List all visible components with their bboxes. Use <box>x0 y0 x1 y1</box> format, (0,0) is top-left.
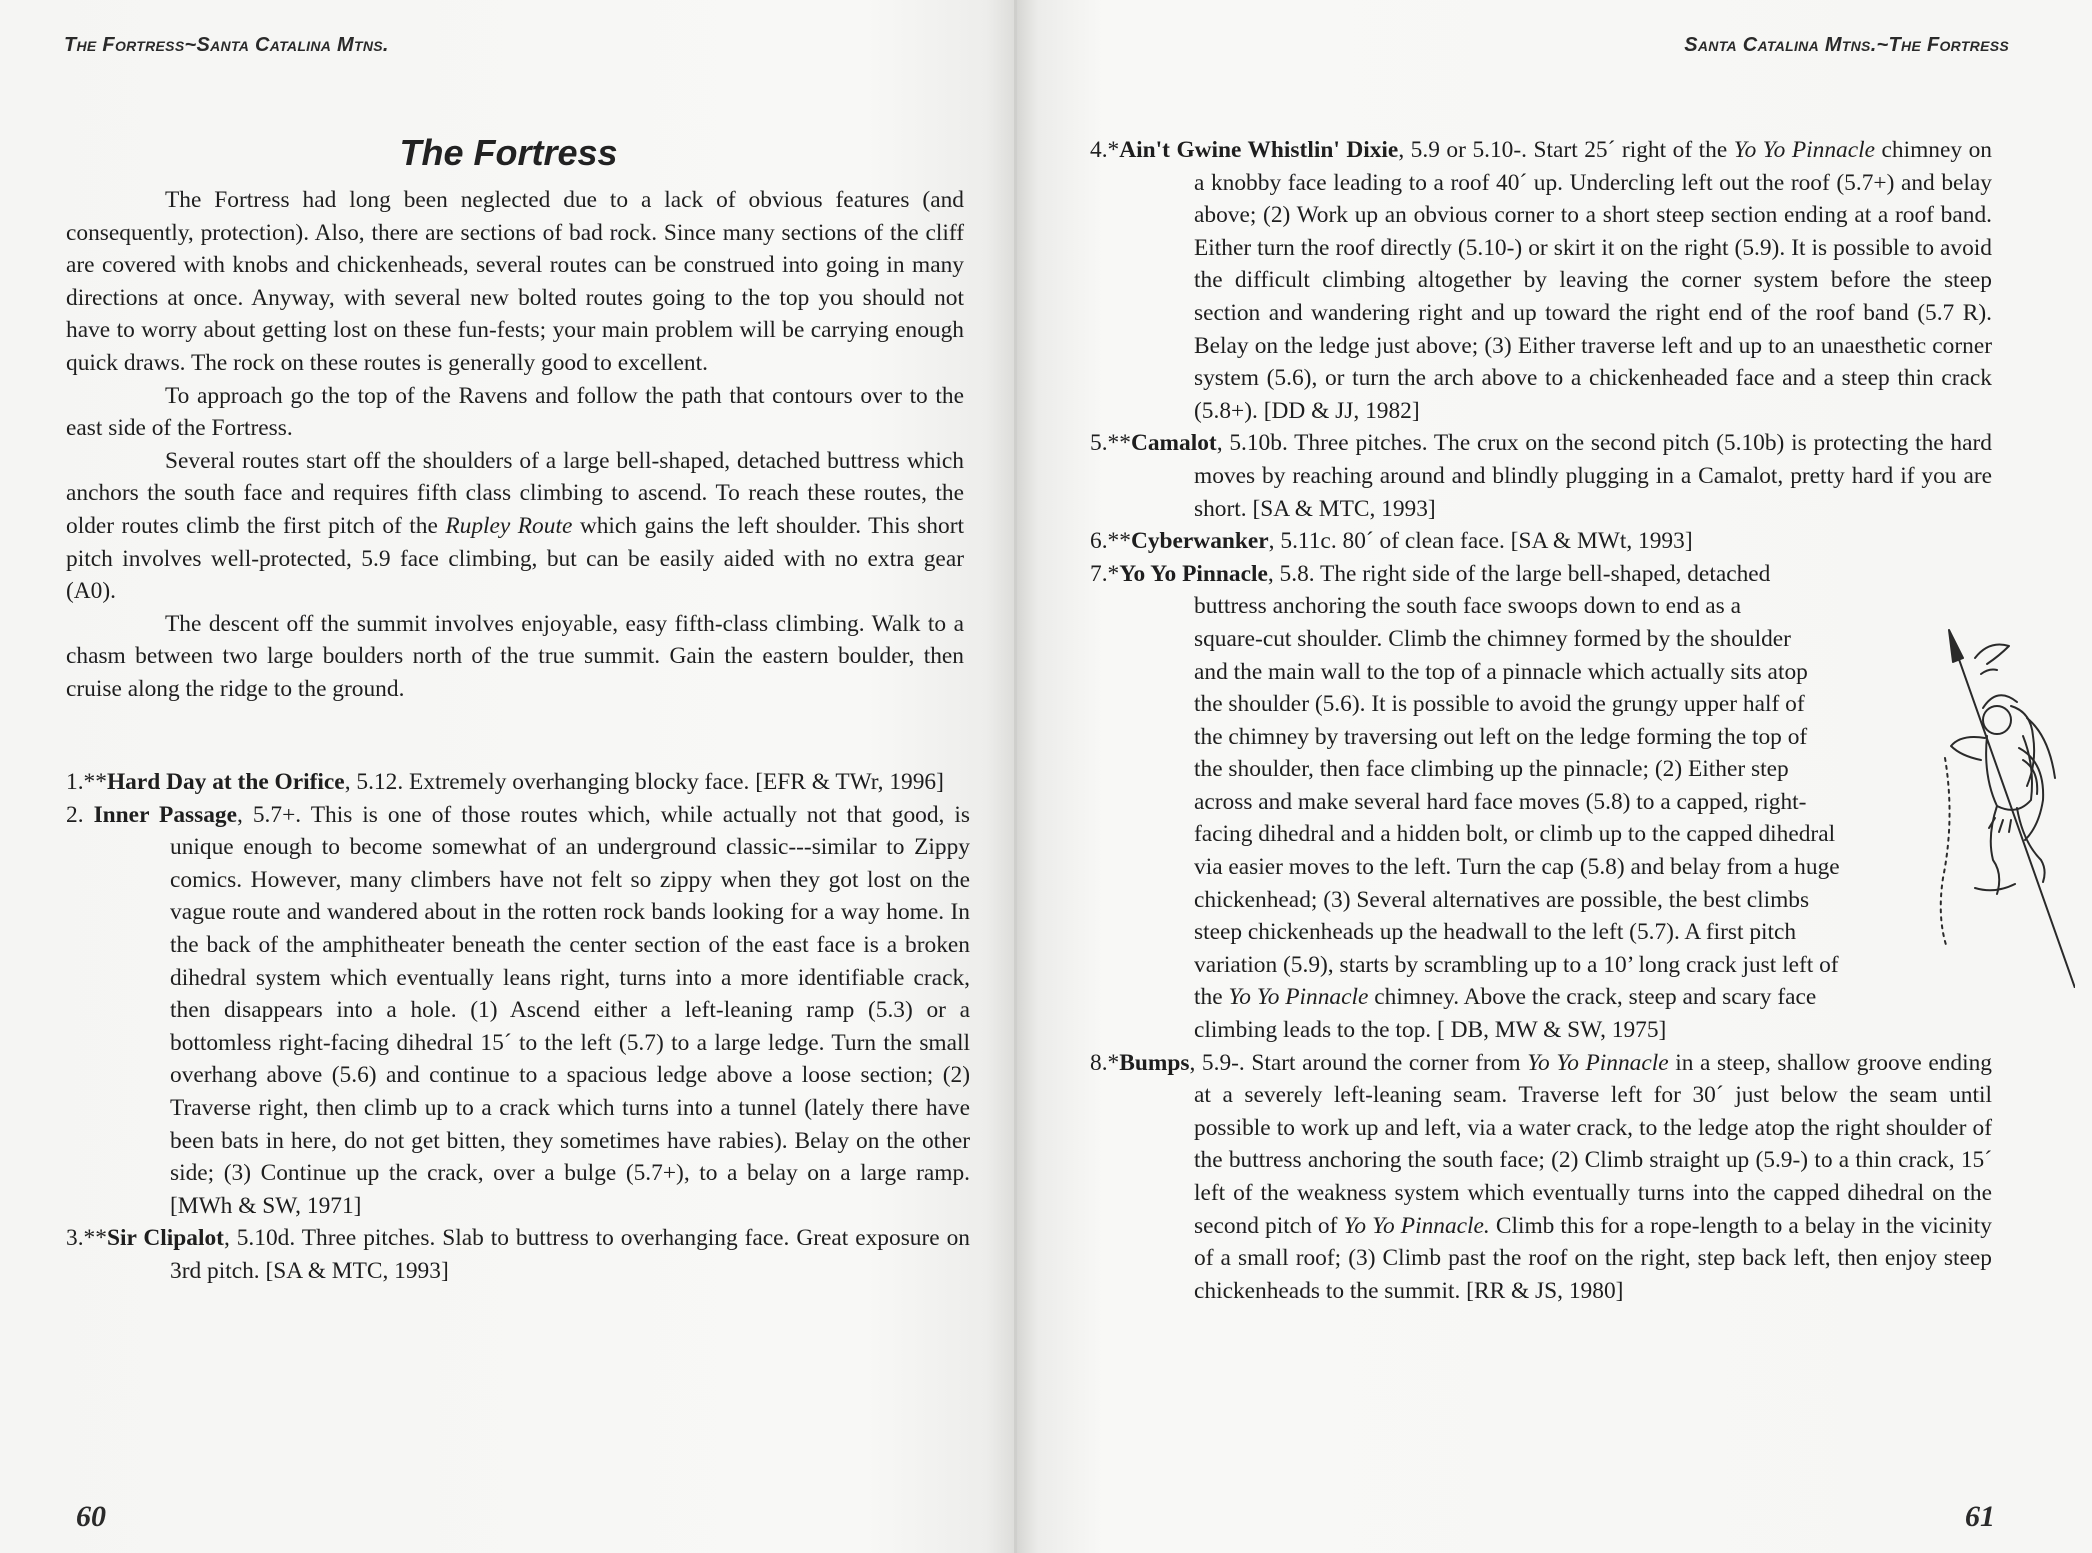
route-number: 8.* <box>1090 1049 1120 1076</box>
route-entry-5 <box>1090 427 1992 525</box>
route-line-14a: the <box>1194 984 1229 1011</box>
route-description: , 5.9 or 5.10-. Start 25´ right of the <box>1398 137 1734 163</box>
route-number: 3.** <box>66 1225 107 1252</box>
route-line-13: variation (5.9), starts by scrambling up to a 10’ long crack just left of <box>1194 951 1839 978</box>
route-number: 4.* <box>1090 137 1120 163</box>
para3-text-a: Several routes start off the shoulders of a large bell-shaped, detached buttress which anchors the south face and requires fifth class climbing to ascend. To reach these routes, the older routes climb the first pitch of the <box>66 447 964 539</box>
route-name: Ain't Gwine Whistlin' Dixie <box>1119 137 1399 163</box>
yo-yo-pinnacle-ref: Yo Yo Pinnacle <box>1733 137 1876 163</box>
route-line-2: buttress anchoring the south face swoops down to end as a <box>1194 593 1741 620</box>
route-number: 7.* <box>1090 560 1120 587</box>
route-entry-7 <box>1090 558 1992 1047</box>
intro-paragraph-1: The Fortress had long been neglected due to a lack of obvious features (and consequently, protection). Also, there are sections of bad rock. Since many sections of the cliff are covered with knobs and chickenheads, several routes can be construed into going in many directions at once. Anyway, with several new bolted routes going to the top you should not have to worry about getting lost on these fun-fests; your main problem will be carrying enough quick draws. The rock on these routes is generally good to excellent. <box>66 187 964 376</box>
route-entry-1 <box>66 766 970 799</box>
intro-paragraph-4: The descent off the summit involves enjoyable, easy fifth-class climbing. Walk to a chasm between two large boulders north of the true summit. Gain the eastern boulder, then cruise along the ridge to the ground. <box>66 610 964 702</box>
route-entry-2 <box>66 799 970 1223</box>
intro-paragraph-3 <box>66 445 964 608</box>
intro-text <box>66 184 964 706</box>
route-name: Sir Clipalot <box>106 1225 224 1252</box>
para3-text-b: which gains the left shoulder. This short pitch involves well-protected, 5.9 face climbing, but can be easily aided with no extra gear (A0). <box>66 512 964 605</box>
route-description: , 5.7+. This is one of those routes which, while actually not that good, is unique enough to become somewhat of an underground classic---similar to Zippy comics. However, many climbers have not felt so zippy when they got lost on the vague route and wandered about in the rotten rock bands looking for a way home. In the back of the amphitheater beneath the center section of the east face is a broken dihedral system which eventually leans right, turns into a more identifiable crack, then disappears into a hole. (1) Ascend either a left-leaning ramp (5.3) or a bottomless right-facing dihedral 15´ to the left (5.7) to a large ledge. Turn the small overhang above (5.6) and continue to a spacious ledge above a loose section; (2) Traverse right, then climb up to a crack which turns into a tunnel (lately there have been bats in here, do not get bitten, they sometimes have rabies). Belay on the other side; (3) Continue up the crack, over a bulge (5.7+), to a belay on a large ramp. [MWh & SW, 1971] <box>170 801 970 1219</box>
route-line-14b: chimney. Above the crack, steep and scary face <box>1368 984 1817 1011</box>
route-line-4: and the main wall to the top of a pinnacle which actually sits atop <box>1194 658 1808 685</box>
route-description: , 5.10b. Three pitches. The crux on the second pitch (5.10b) is protecting the hard moves by reaching around and blindly plugging in a Camalot, pretty hard if you are short. [SA & MTC, 1993] <box>1194 430 1992 522</box>
rupley-route-ref: Rupley Route <box>445 512 573 539</box>
intro-paragraph-2: To approach go the top of the Ravens and follow the path that contours over to the east side of the Fortress. <box>66 382 964 442</box>
route-name: Yo Yo Pinnacle <box>1119 560 1268 587</box>
route-line-11: chickenhead; (3) Several alternatives are possible, the best climbs <box>1194 886 1810 913</box>
route-line-5: the shoulder (5.6). It is possible to avoid the grungy upper half of <box>1194 691 1805 718</box>
route-number: 5.** <box>1090 430 1131 457</box>
route-description-end: Climb this for a rope-length to a belay in the vicinity of a small roof; (3) Climb past the roof on the right, step back left, then enjoy steep chickenheads to the summit. [RR & JS, 1980] <box>1194 1212 1992 1304</box>
right-page-number: 61 <box>1965 1500 1995 1533</box>
left-page <box>0 0 1017 1553</box>
right-running-head: Santa Catalina Mtns.~The Fortress <box>1684 34 2009 56</box>
route-description: , 5.10d. Three pitches. Slab to buttress to overhanging face. Great exposure on 3rd pitch. [SA & MTC, 1993] <box>170 1225 970 1284</box>
route-description: , 5.12. Extremely overhanging blocky face. [EFR & TWr, 1996] <box>344 769 944 795</box>
route-name: Hard Day at the Orifice <box>106 769 345 795</box>
yo-yo-pinnacle-ref: Yo Yo Pinnacle <box>1527 1049 1669 1076</box>
route-number: 2. <box>66 801 94 828</box>
route-number: 1.** <box>66 769 107 795</box>
yo-yo-pinnacle-ref-2: Yo Yo Pinnacle. <box>1343 1212 1490 1239</box>
route-name: Camalot <box>1130 430 1217 457</box>
route-entry-8 <box>1090 1047 1992 1308</box>
left-running-head: The Fortress~Santa Catalina Mtns. <box>64 34 389 56</box>
route-entry-6 <box>1090 525 1992 558</box>
chapter-title: The Fortress <box>399 132 618 173</box>
route-line-9: facing dihedral and a hidden bolt, or climb up to the capped dihedral <box>1194 821 1836 848</box>
route-description-cont: in a steep, shallow groove ending at a severely left-leaning seam. Traverse left for 30´ just below the seam until possible to work up and left, via a water crack, to the ledge atop the right shoulder of the buttress anchoring the south face; (2) Climb straight up (5.9-) to a thin crack, 15´ left of the weakness system which eventually turns into the capped dihedral on the second pitch of <box>1194 1049 1992 1239</box>
route-line-3: square-cut shoulder. Climb the chimney formed by the shoulder <box>1194 625 1791 652</box>
yo-yo-pinnacle-ref: Yo Yo Pinnacle <box>1228 984 1369 1011</box>
route-line-8: across and make several hard face moves (5.8) to a capped, right- <box>1194 788 1807 815</box>
route-line-10: via easier moves to the left. Turn the cap (5.8) and belay from a huge <box>1194 854 1840 881</box>
route-description-cont: chimney on a knobby face leading to a roof 40´ up. Undercling left out the roof (5.7+) and belay above; (2) Work up an obvious corner to a short steep section ending at a roof band. Either turn the roof directly (5.10-) or skirt it on the right (5.9). It is possible to avoid the difficult climbing altogether by leaving the corner system before the steep section and wandering right and up toward the right end of the roof band (5.7 R). Belay on the ledge just above; (3) Either traverse left and up to an unaesthetic corner system (5.6), or turn the arch above to a chickenheaded face and a steep thin crack (5.8+). [DD & JJ, 1982] <box>1194 137 1992 424</box>
route-line-6: the chimney by traversing out left on the ledge forming the top of <box>1194 723 1808 750</box>
left-page-number: 60 <box>76 1500 106 1533</box>
route-line-12: steep chickenheads up the headwall to the left (5.7). A first pitch <box>1194 919 1797 946</box>
route-name: Bumps <box>1119 1049 1190 1076</box>
route-line-7: the shoulder, then face climbing up the pinnacle; (2) Either step <box>1194 756 1789 783</box>
route-list-right <box>1090 134 1992 1307</box>
route-number: 6.** <box>1090 528 1131 555</box>
route-description: , 5.9-. Start around the corner from <box>1189 1049 1528 1076</box>
climber-with-spear-icon <box>1935 628 2075 988</box>
route-description: , 5.11c. 80´ of clean face. [SA & MWt, 1993] <box>1268 528 1693 555</box>
route-line-15: climbing leads to the top. [ DB, MW & SW, 1975] <box>1194 1017 1667 1044</box>
route-entry-3 <box>66 1222 970 1287</box>
route-entry-4 <box>1090 134 1992 427</box>
route-name: Cyberwanker <box>1130 528 1269 555</box>
route-line-1: , 5.8. The right side of the large bell-shaped, detached <box>1267 560 1771 587</box>
route-list-left <box>66 766 970 1288</box>
route-name: Inner Passage <box>93 801 237 828</box>
